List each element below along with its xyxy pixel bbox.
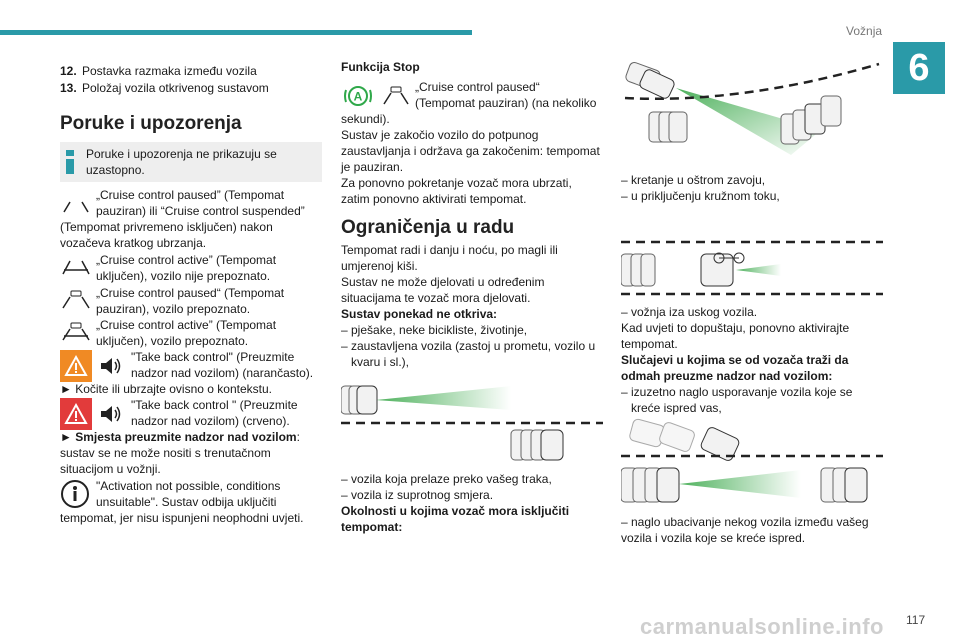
chapter-number: 6 — [893, 42, 945, 94]
list-item: – vožnja iza uskog vozila. — [621, 305, 758, 319]
message-text: „Cruise control paused“ (Tempomat — [96, 286, 285, 300]
header-accent-bar — [0, 30, 472, 35]
message-text: situacijom u vožnji. — [60, 462, 161, 476]
paragraph-line: Okolnosti u kojima vozač mora isključiti — [341, 504, 570, 518]
paragraph-line: Sustav ne može djelovati u određenim — [341, 275, 545, 289]
message-text: „Cruise control active” (Tempomat — [96, 318, 277, 332]
list-item: – kretanje u oštrom zavoju, — [621, 173, 766, 187]
speaker-icon — [100, 405, 122, 423]
message-text: pauziran) ili “Cruise control suspended” — [96, 204, 305, 218]
red-warning-icon — [60, 398, 92, 430]
list-item: kvaru i sl.), — [351, 355, 410, 369]
paragraph-line: umjerenoj kiši. — [341, 259, 418, 273]
paragraph-line: Tempomat radi i danju i noću, po magli ili — [341, 243, 558, 257]
info-icon — [66, 150, 74, 174]
message-text: „Cruise control paused“ — [415, 80, 540, 94]
info-text: Poruke i upozorenja ne prikazuju se uzastopno. — [86, 147, 277, 177]
list-item: kreće ispred vas, — [631, 401, 722, 415]
message-text: "Activation not possible, conditions — [96, 479, 281, 493]
paragraph-line: Slučajevi u kojima se od vozača traži da — [621, 353, 849, 367]
paragraph-line: Sustav ponekad ne otkriva: — [341, 307, 498, 321]
paragraph-line: Kad uvjeti to dopuštaju, ponovno aktivirajte — [621, 321, 850, 335]
paragraph-line: tempomat: — [341, 520, 403, 534]
green-a-circle-icon — [343, 84, 373, 108]
sharp-curve-illustration — [621, 60, 883, 160]
list-item: – vozila koja prelaze preko vašeg traka, — [341, 472, 552, 486]
svg-text:A: A — [353, 89, 363, 104]
list-item: – vozila iz suprotnog smjera. — [341, 488, 494, 502]
message-text: unsuitable". Sustav odbija uključiti — [96, 495, 277, 509]
list-item: – zaustavljena vozila (zastoj u prometu, vozilo u — [341, 339, 596, 353]
paragraph-line: je pauziran. — [341, 160, 404, 174]
message-text: uključen), vozilo prepoznato. — [96, 334, 249, 348]
message-text: nadzor nad vozilom) (crveno). — [131, 414, 290, 428]
message-text: uključen), vozilo nije prepoznato. — [96, 269, 271, 283]
info-circle-icon — [60, 479, 90, 509]
cruise-control-active-icon — [60, 258, 92, 276]
vehicle-detected-paused-icon — [60, 290, 92, 310]
paragraph-line: sekundi). — [341, 112, 390, 126]
list-item: vozila i vozila koje se kreće ispred. — [621, 531, 806, 545]
message-text: "Take back control " (Preuzmite — [131, 398, 298, 412]
list-item: 13. Položaj vozila otkrivenog sustavom — [60, 81, 269, 95]
list-item: – izuzetno naglo usporavanje vozila koje se — [621, 385, 853, 399]
paragraph-line: tempomat. — [621, 337, 678, 351]
crossing-vehicles-illustration — [341, 378, 603, 466]
list-item: – naglo ubacivanje nekog vozila između vašeg — [621, 515, 869, 529]
paragraph-line: situacijama te vozač mora djelovati. — [341, 291, 531, 305]
vehicle-detected-paused-icon — [381, 86, 411, 106]
cruise-control-paused-icon — [62, 198, 90, 214]
info-box — [60, 142, 322, 182]
section-heading: Ograničenja u radu — [341, 217, 515, 238]
message-text: vozačeva kratkog ubrzanja. — [60, 236, 207, 250]
message-text: sustav se ne može nositi s trenutačnom — [60, 446, 271, 460]
message-text: ► Smjesta preuzmite nadzor nad vozilom: — [60, 430, 300, 444]
section-title: Vožnja — [846, 24, 883, 38]
section-heading: Poruke i upozorenja — [60, 113, 242, 134]
paragraph-line: Za ponovno pokretanje vozač mora ubrzati, — [341, 176, 572, 190]
cut-in-vehicle-illustration — [621, 418, 883, 510]
message-text: ► Kočite ili ubrzajte ovisno o kontekstu. — [60, 382, 272, 396]
message-text: pauziran), vozilo prepoznato. — [96, 302, 251, 316]
message-text: „Cruise control active” (Tempomat — [96, 253, 277, 267]
list-item: – pješake, neke bicikliste, životinje, — [341, 323, 528, 337]
paragraph-line: zatim ponovno aktivirati tempomat. — [341, 192, 527, 206]
message-text: (Tempomat pauziran) (na nekoliko — [415, 96, 597, 110]
watermark-text: carmanualsonline.info — [640, 614, 884, 639]
paragraph-line: odmah preuzme nadzor nad vozilom: — [621, 369, 833, 383]
vehicle-detected-active-icon — [60, 322, 92, 342]
paragraph-line: Sustav je zakočio vozilo do potpunog — [341, 128, 539, 142]
narrow-vehicle-illustration — [621, 228, 883, 298]
speaker-icon — [100, 357, 122, 375]
message-text: nadzor nad vozilom) (narančasto). — [131, 366, 314, 380]
orange-warning-icon — [60, 350, 92, 382]
list-item: 12. Postavka razmaka između vozila — [60, 64, 257, 78]
subheading: Funkcija Stop — [341, 60, 420, 74]
list-item: – u priključenju kružnom toku, — [621, 189, 780, 203]
page-number: 117 — [906, 613, 926, 627]
message-text: „Cruise control paused” (Tempomat — [96, 188, 285, 202]
message-text: (Tempomat privremeno isključen) nakon — [60, 220, 273, 234]
message-text: tempomat, jer nisu ispunjeni neophodni uvjeti. — [60, 511, 304, 525]
message-text: "Take back control" (Preuzmite — [131, 350, 295, 364]
paragraph-line: zaustavljanja i održava ga zakočenim: tempomat — [341, 144, 600, 158]
